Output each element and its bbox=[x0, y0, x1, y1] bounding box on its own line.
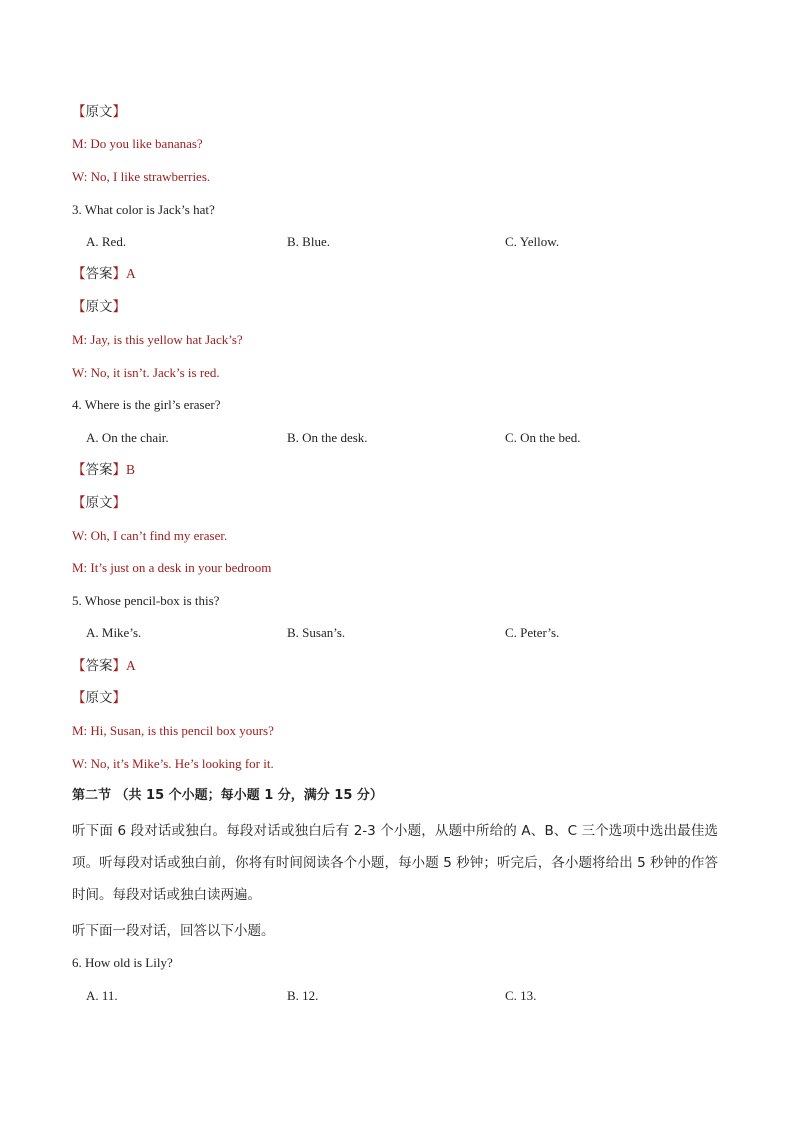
transcript-tag: 【原文】 bbox=[72, 299, 126, 315]
transcript-line: M: Do you like bananas? bbox=[72, 136, 203, 151]
q5-option-c: C. Peter’s. bbox=[505, 625, 560, 640]
question-4: 4. Where is the girl’s eraser? bbox=[72, 397, 221, 412]
transcript-line: M: Jay, is this yellow hat Jack’s? bbox=[72, 332, 243, 347]
transcript-line: M: It’s just on a desk in your bedroom bbox=[72, 560, 272, 575]
question-3: 3. What color is Jack’s hat? bbox=[72, 202, 215, 217]
answer-value: B bbox=[126, 462, 136, 477]
q5-option-a: A. Mike’s. bbox=[86, 625, 142, 640]
section-instructions: 听下面 6 段对话或独白。每段对话或独白后有 2-3 个小题，从题中所给的 A、B、C 三个选项中选出最佳选项。听每段对话或独白前，你将有时间阅读各个小题，每小题 5 秒钟；听完后，各小题将给出 5 秒钟的作答时间。每段对话或独白读两遍。 bbox=[72, 823, 718, 903]
q3-option-a: A. Red. bbox=[86, 234, 127, 249]
transcript-line: W: No, it’s Mike’s. He’s looking for it. bbox=[72, 756, 274, 771]
answer-value: A bbox=[126, 658, 136, 673]
q4-option-b: B. On the desk. bbox=[287, 430, 368, 445]
q4-option-c: C. On the bed. bbox=[505, 430, 581, 445]
question-5: 5. Whose pencil-box is this? bbox=[72, 593, 220, 608]
transcript-tag: 【原文】 bbox=[72, 495, 126, 511]
transcript-line: M: Hi, Susan, is this pencil box yours? bbox=[72, 723, 274, 738]
q3-option-c: C. Yellow. bbox=[505, 234, 560, 249]
question-6: 6. How old is Lily? bbox=[72, 955, 173, 970]
q6-option-b: B. 12. bbox=[287, 988, 319, 1003]
q6-option-a: A. 11. bbox=[86, 988, 118, 1003]
transcript-line: W: No, it isn’t. Jack’s is red. bbox=[72, 365, 220, 380]
q4-option-a: A. On the chair. bbox=[86, 430, 169, 445]
transcript-line: W: Oh, I can’t find my eraser. bbox=[72, 528, 228, 543]
transcript-line: W: No, I like strawberries. bbox=[72, 169, 211, 184]
answer-tag: 【答案】B bbox=[72, 462, 136, 478]
listening-prompt: 听下面一段对话，回答以下小题。 bbox=[72, 923, 275, 939]
q6-option-c: C. 13. bbox=[505, 988, 537, 1003]
answer-tag: 【答案】A bbox=[72, 266, 136, 282]
q3-option-b: B. Blue. bbox=[287, 234, 330, 249]
transcript-tag: 【原文】 bbox=[72, 104, 126, 120]
transcript-tag: 【原文】 bbox=[72, 690, 126, 706]
answer-tag: 【答案】A bbox=[72, 658, 136, 674]
q5-option-b: B. Susan’s. bbox=[287, 625, 346, 640]
section-heading: 第二节 （共 15 个小题；每小题 1 分，满分 15 分） bbox=[72, 788, 383, 803]
answer-value: A bbox=[126, 266, 136, 281]
